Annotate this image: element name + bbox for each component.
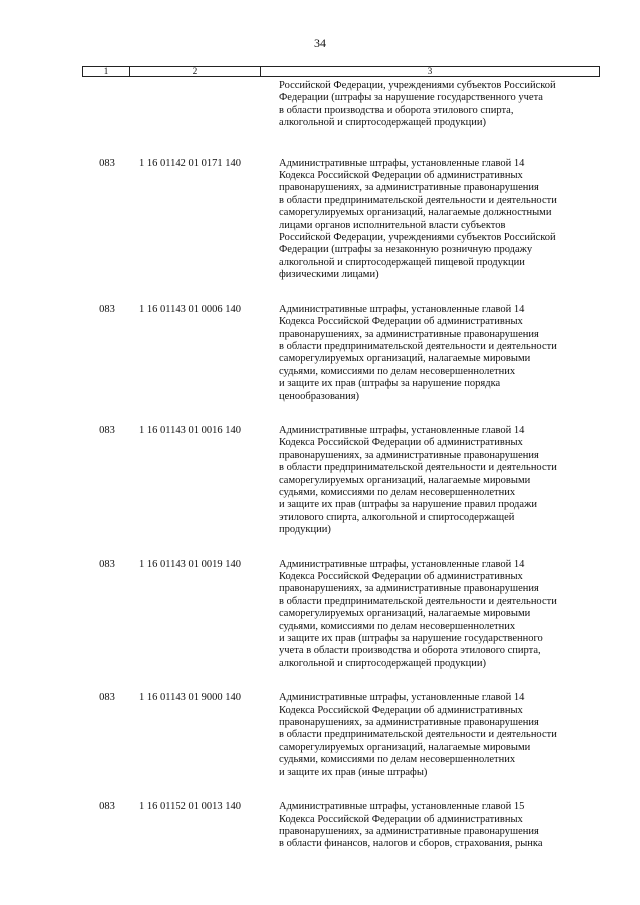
- description-line: Кодекса Российской Федерации об административных: [279, 571, 523, 582]
- description-line: судьями, комиссиями по делам несовершеннолетних: [279, 486, 516, 498]
- description-line: и защите их прав (иные штрафы): [279, 766, 428, 778]
- code-cell: 083: [99, 801, 115, 813]
- code-cell: 083: [99, 303, 115, 315]
- page-number: 34: [314, 36, 326, 50]
- table-row: [82, 801, 600, 851]
- description-line: продукции): [279, 524, 331, 536]
- description-line: физическими лицами): [279, 269, 379, 281]
- description-line: алкогольной и спиртосодержащей продукции): [279, 117, 486, 129]
- column-header-row: [82, 66, 600, 77]
- table-body: [82, 80, 600, 851]
- description-line: в области финансов, налогов и сборов, страхования, рынка: [279, 838, 543, 850]
- kbk-cell: 1 16 01142 01 0171 140: [139, 157, 241, 169]
- description-line: правонарушениях, за административные правонарушения: [279, 583, 539, 595]
- description-line: Административные штрафы, установленные главой 14: [279, 157, 525, 169]
- column-header-1: 1: [83, 67, 130, 76]
- description-cell: [260, 801, 600, 851]
- description-line: Российской Федерации, учреждениями субъектов Российской: [279, 80, 556, 91]
- description-line: учета в области производства и оборота этилового спирта,: [279, 645, 541, 657]
- table-row: [82, 425, 600, 537]
- description-line: правонарушениях, за административные правонарушения: [279, 449, 539, 461]
- description-line: Кодекса Российской Федерации об административных: [279, 813, 523, 825]
- description-cell: [260, 158, 600, 282]
- description-line: в области предпринимательской деятельности и деятельности: [279, 194, 557, 206]
- kbk-cell: 1 16 01143 01 0006 140: [139, 303, 241, 315]
- description-line: Федерации (штрафы за нарушение государственного учета: [279, 92, 543, 104]
- description-cell: [260, 80, 600, 130]
- description-line: правонарушениях, за административные правонарушения: [279, 825, 539, 837]
- description-line: лицами органов исполнительной власти субъектов: [279, 219, 506, 231]
- kbk-cell: 1 16 01143 01 0019 140: [139, 558, 241, 570]
- description-cell: [260, 692, 600, 779]
- code-cell: 083: [99, 558, 115, 570]
- description-line: саморегулируемых организаций, налагаемые мировыми: [279, 353, 531, 365]
- description-cell: [260, 559, 600, 671]
- kbk-cell: [129, 80, 260, 130]
- description-line: в области предпринимательской деятельности и деятельности: [279, 729, 557, 741]
- column-header-2: 2: [130, 67, 261, 76]
- description-line: алкогольной и спиртосодержащей пищевой продукции: [279, 256, 525, 268]
- description-line: Административные штрафы, установленные главой 14: [279, 303, 525, 315]
- kbk-cell: 1 16 01143 01 0016 140: [139, 424, 241, 436]
- description-line: саморегулируемых организаций, налагаемые мировыми: [279, 474, 531, 486]
- description-line: Кодекса Российской Федерации об административных: [279, 437, 523, 449]
- description-line: Административные штрафы, установленные главой 15: [279, 801, 525, 813]
- table-row: [82, 304, 600, 403]
- description-line: правонарушениях, за административные правонарушения: [279, 717, 539, 729]
- description-line: и защите их прав (штрафы за нарушение государственного: [279, 633, 543, 645]
- table-row: [82, 559, 600, 671]
- description-line: Кодекса Российской Федерации об административных: [279, 316, 523, 328]
- description-line: Административные штрафы, установленные главой 14: [279, 424, 525, 436]
- description-line: судьями, комиссиями по делам несовершеннолетних: [279, 365, 516, 377]
- description-line: судьями, комиссиями по делам несовершеннолетних: [279, 754, 516, 766]
- description-line: алкогольной и спиртосодержащей продукции): [279, 657, 486, 669]
- description-line: судьями, комиссиями по делам несовершеннолетних: [279, 620, 516, 632]
- kbk-cell: 1 16 01143 01 9000 140: [139, 692, 241, 704]
- description-line: в области предпринимательской деятельности и деятельности: [279, 462, 557, 474]
- code-cell: [82, 80, 129, 130]
- description-line: Федерации (штрафы за незаконную розничную продажу: [279, 244, 533, 256]
- description-cell: [260, 425, 600, 537]
- description-line: в области производства и оборота этилового спирта,: [279, 104, 514, 116]
- description-cell: [260, 304, 600, 403]
- description-line: правонарушениях, за административные правонарушения: [279, 328, 539, 340]
- code-cell: 083: [99, 692, 115, 704]
- table-row: [82, 692, 600, 779]
- description-line: и защите их прав (штрафы за нарушение порядка: [279, 378, 501, 390]
- kbk-cell: 1 16 01152 01 0013 140: [139, 801, 241, 813]
- description-line: этилового спирта, алкогольной и спиртосодержащей: [279, 511, 515, 523]
- code-cell: 083: [99, 424, 115, 436]
- description-line: правонарушениях, за административные правонарушения: [279, 182, 539, 194]
- description-line: саморегулируемых организаций, налагаемые мировыми: [279, 608, 531, 620]
- description-line: Административные штрафы, установленные главой 14: [279, 558, 525, 570]
- description-line: в области предпринимательской деятельности и деятельности: [279, 340, 557, 352]
- description-line: Кодекса Российской Федерации об административных: [279, 170, 523, 182]
- continuation-row: [82, 80, 600, 130]
- description-line: ценообразования): [279, 390, 360, 402]
- description-line: в области предпринимательской деятельности и деятельности: [279, 595, 557, 607]
- description-line: саморегулируемых организаций, налагаемые мировыми: [279, 741, 531, 753]
- table-row: [82, 158, 600, 282]
- column-header-3: 3: [427, 66, 433, 76]
- description-line: Российской Федерации, учреждениями субъектов Российской: [279, 232, 556, 244]
- description-line: и защите их прав (штрафы за нарушение правил продажи: [279, 499, 537, 511]
- description-line: Кодекса Российской Федерации об административных: [279, 704, 523, 716]
- description-line: Административные штрафы, установленные главой 14: [279, 692, 525, 704]
- description-line: саморегулируемых организаций, налагаемые должностными: [279, 207, 552, 219]
- code-cell: 083: [99, 157, 115, 169]
